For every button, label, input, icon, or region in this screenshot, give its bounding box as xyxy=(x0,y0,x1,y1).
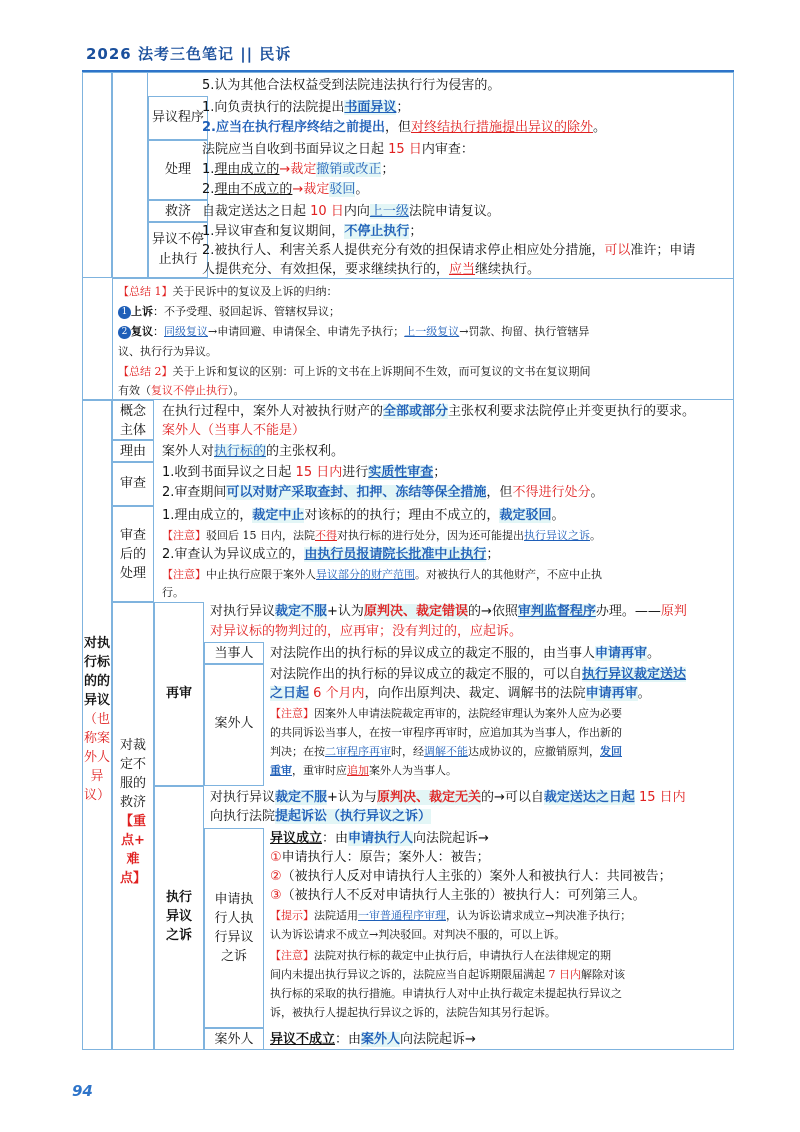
procedure-line-2: 2.应当在执行程序终结之前提出，但对终结执行措施提出异议的除外。 xyxy=(202,120,607,135)
remedy-label: 救济 xyxy=(164,204,191,219)
retrial-top-1: 对执行异议裁定不服+认为原判决、裁定错误的→依照审判监督程序办理。——原判 xyxy=(210,604,687,619)
lawsuit-outsider-label: 案外人 xyxy=(214,1032,254,1047)
concept-label-1: 概念 xyxy=(119,404,146,419)
applicant-tip-1: 【提示】法院适用一审普通程序审理，认为诉讼请求成立→判决准予执行； xyxy=(270,909,632,922)
retrial-outsider-label: 案外人 xyxy=(214,716,254,731)
number-1-icon: 1 xyxy=(118,306,131,319)
page-header xyxy=(82,40,734,70)
summary-item-2: 2 复议：同级复议→申请回避、申请保全、申请先予执行；上一级复议→罚款、拘留、执行管辖异 xyxy=(118,322,589,341)
concept-label-2: 主体 xyxy=(119,423,146,438)
retrial-outsider-2: 之日起 6 个月内，向作出原判决、裁定、调解书的法院申请再审。 xyxy=(270,686,651,701)
bottom-left-label: 对执 行标 的的 异议 （也 称案 外人 异 议） xyxy=(83,636,110,803)
dissatisfied-label: 对裁 定不 服的 救济 【重 点+ 难 点】 xyxy=(119,738,146,886)
after-label-1: 审查 xyxy=(119,528,146,543)
after-line-2: 2.审查认为异议成立的，由执行员报请院长批准中止执行； xyxy=(162,547,500,562)
applicant-tip-2: 认为诉讼请求不成立→判决驳回。对判决不服的，可以上诉。 xyxy=(270,928,566,941)
retrial-note-4: 重审，重审时应追加案外人为当事人。 xyxy=(270,764,457,777)
after-label-2: 后的 xyxy=(119,547,146,562)
no-stop-line-3: 人提供充分、有效担保，要求继续执行的，应当继续执行。 xyxy=(202,262,541,277)
applicant-label: 申请执 行人执 行异议 之诉 xyxy=(214,892,254,964)
notes-table xyxy=(82,72,734,1050)
lawsuit-label: 执行 异议 之诉 xyxy=(165,890,192,943)
summary-2: 【总结 2】关于上诉和复议的区别：可上诉的文书在上诉期间不生效，而可复议的文书在复议期间 xyxy=(118,365,591,378)
applicant-note-3: 执行标的采取的执行措施。申请执行人对中止执行裁定未提起执行异议之 xyxy=(270,987,622,1000)
handling-label: 处理 xyxy=(164,162,191,177)
handling-line-0: 法院应当自收到书面异议之日起 15 日内审查： xyxy=(202,142,474,157)
after-label-3: 处理 xyxy=(119,566,146,581)
review-line-2: 2.审查期间可以对财产采取查封、扣押、冻结等保全措施，但不得进行处分。 xyxy=(162,485,604,500)
table-outer-border xyxy=(82,72,734,1050)
circled-2-icon: ② xyxy=(270,869,282,884)
no-stop-label-2: 止执行 xyxy=(158,252,198,267)
after-line-1: 1.理由成立的，裁定中止对该标的的执行；理由不成立的，裁定驳回。 xyxy=(162,508,565,523)
no-stop-line-2: 2.被执行人、利害关系人提供充分有效的担保请求停止相应处分措施，可以准许；申请 xyxy=(202,243,696,258)
procedure-line-1: 1.向负责执行的法院提出书面异议； xyxy=(202,100,410,115)
no-stop-label-1: 异议不停 xyxy=(151,232,204,247)
lawsuit-top-2: 向执行法院提起诉讼（执行异议之诉） xyxy=(210,809,432,824)
concept-line-1: 在执行过程中，案外人对被执行财产的全部或部分主张权利要求法院停止并变更执行的要求。 xyxy=(162,404,696,419)
after-note-2: 【注意】中止执行应限于案外人异议部分的财产范围。对被执行人的其他财产，不应中止执 xyxy=(162,568,602,581)
retrial-party-text: 对法院作出的执行标的异议成立的裁定不服的，由当事人申请再审。 xyxy=(270,646,661,661)
retrial-label: 再审 xyxy=(165,686,192,701)
number-2-icon: 2 xyxy=(118,326,131,339)
summary-1: 【总结 1】关于民诉中的复议及上诉的归纳： xyxy=(118,285,338,298)
applicant-line-3: ③（被执行人不反对申请执行人主张的）被执行人：可列第三人。 xyxy=(270,888,646,903)
retrial-party-label: 当事人 xyxy=(214,646,254,661)
after-note-2-cont: 行。 xyxy=(162,586,184,599)
circled-1-icon: ① xyxy=(270,850,282,865)
summary-2-cont: 有效（复议不停止执行）。 xyxy=(118,384,245,397)
summary-item-1: 1 上诉：不予受理、驳回起诉、管辖权异议； xyxy=(118,302,340,321)
applicant-note-4: 诉，被执行人提起执行异议之诉的，法院告知其另行起诉。 xyxy=(270,1006,556,1019)
lawsuit-outsider-text: 异议不成立：由案外人向法院起诉→ xyxy=(270,1032,476,1047)
applicant-note-1: 【注意】法院对执行标的裁定中止执行后，申请执行人在法律规定的期 xyxy=(270,949,611,962)
concept-line-2: 案外人（当事人不能是） xyxy=(162,423,306,438)
retrial-note-3: 判决；在按二审程序再审时，经调解不能达成协议的，应撤销原判，发回 xyxy=(270,745,622,758)
remedy-text: 自裁定送达之日起 10 日内向上一级法院申请复议。 xyxy=(202,204,500,219)
applicant-line-1: ①申请执行人：原告；案外人：被告； xyxy=(270,850,490,865)
review-line-1: 1.收到书面异议之日起 15 日内进行实质性审查； xyxy=(162,465,447,480)
applicant-note-2: 间内未提出执行异议之诉的，法院应当自起诉期限届满起 7 日内解除对该 xyxy=(270,968,625,981)
summary-item-2-cont: 议、执行行为异议。 xyxy=(118,345,217,358)
retrial-note-1: 【注意】因案外人申请法院裁定再审的，法院经审理认为案外人应为必要 xyxy=(270,707,622,720)
intro-line: 5.认为其他合法权益受到法院违法执行行为侵害的。 xyxy=(202,78,501,93)
procedure-label: 异议程序 xyxy=(151,110,204,125)
page-number: 94 xyxy=(72,1082,93,1100)
circled-3-icon: ③ xyxy=(270,888,282,903)
header-title: 2026 法考三色笔记 || 民诉 xyxy=(86,45,292,63)
after-note-1: 【注意】驳回后 15 日内，法院不得对执行标的进行处分，因为还可能提出执行异议之诉。 xyxy=(162,529,601,542)
retrial-top-2: 对异议标的物判过的，应再审；没有判过的，应起诉。 xyxy=(210,624,523,639)
lawsuit-top-1: 对执行异议裁定不服+认为与原判决、裁定无关的→可以自裁定送达之日起 15 日内 xyxy=(210,790,686,805)
no-stop-line-1: 1.异议审查和复议期间，不停止执行； xyxy=(202,224,423,239)
handling-line-1: 1.理由成立的→裁定撤销或改正； xyxy=(202,162,395,177)
retrial-note-2: 的共同诉讼当事人，在按一审程序再审时，应追加其为当事人，作出新的 xyxy=(270,726,622,739)
reason-label: 理由 xyxy=(119,444,146,459)
handling-line-2: 2.理由不成立的→裁定驳回。 xyxy=(202,182,369,197)
review-label: 审查 xyxy=(119,476,146,491)
reason-text: 案外人对执行标的的主张权利。 xyxy=(162,444,345,459)
applicant-line-2: ②（被执行人反对申请执行人主张的）案外人和被执行人：共同被告； xyxy=(270,869,672,884)
applicant-line-0: 异议成立：由申请执行人向法院起诉→ xyxy=(270,831,489,846)
retrial-outsider-1: 对法院作出的执行标的异议成立的裁定不服的，可以自执行异议裁定送达 xyxy=(270,667,687,682)
